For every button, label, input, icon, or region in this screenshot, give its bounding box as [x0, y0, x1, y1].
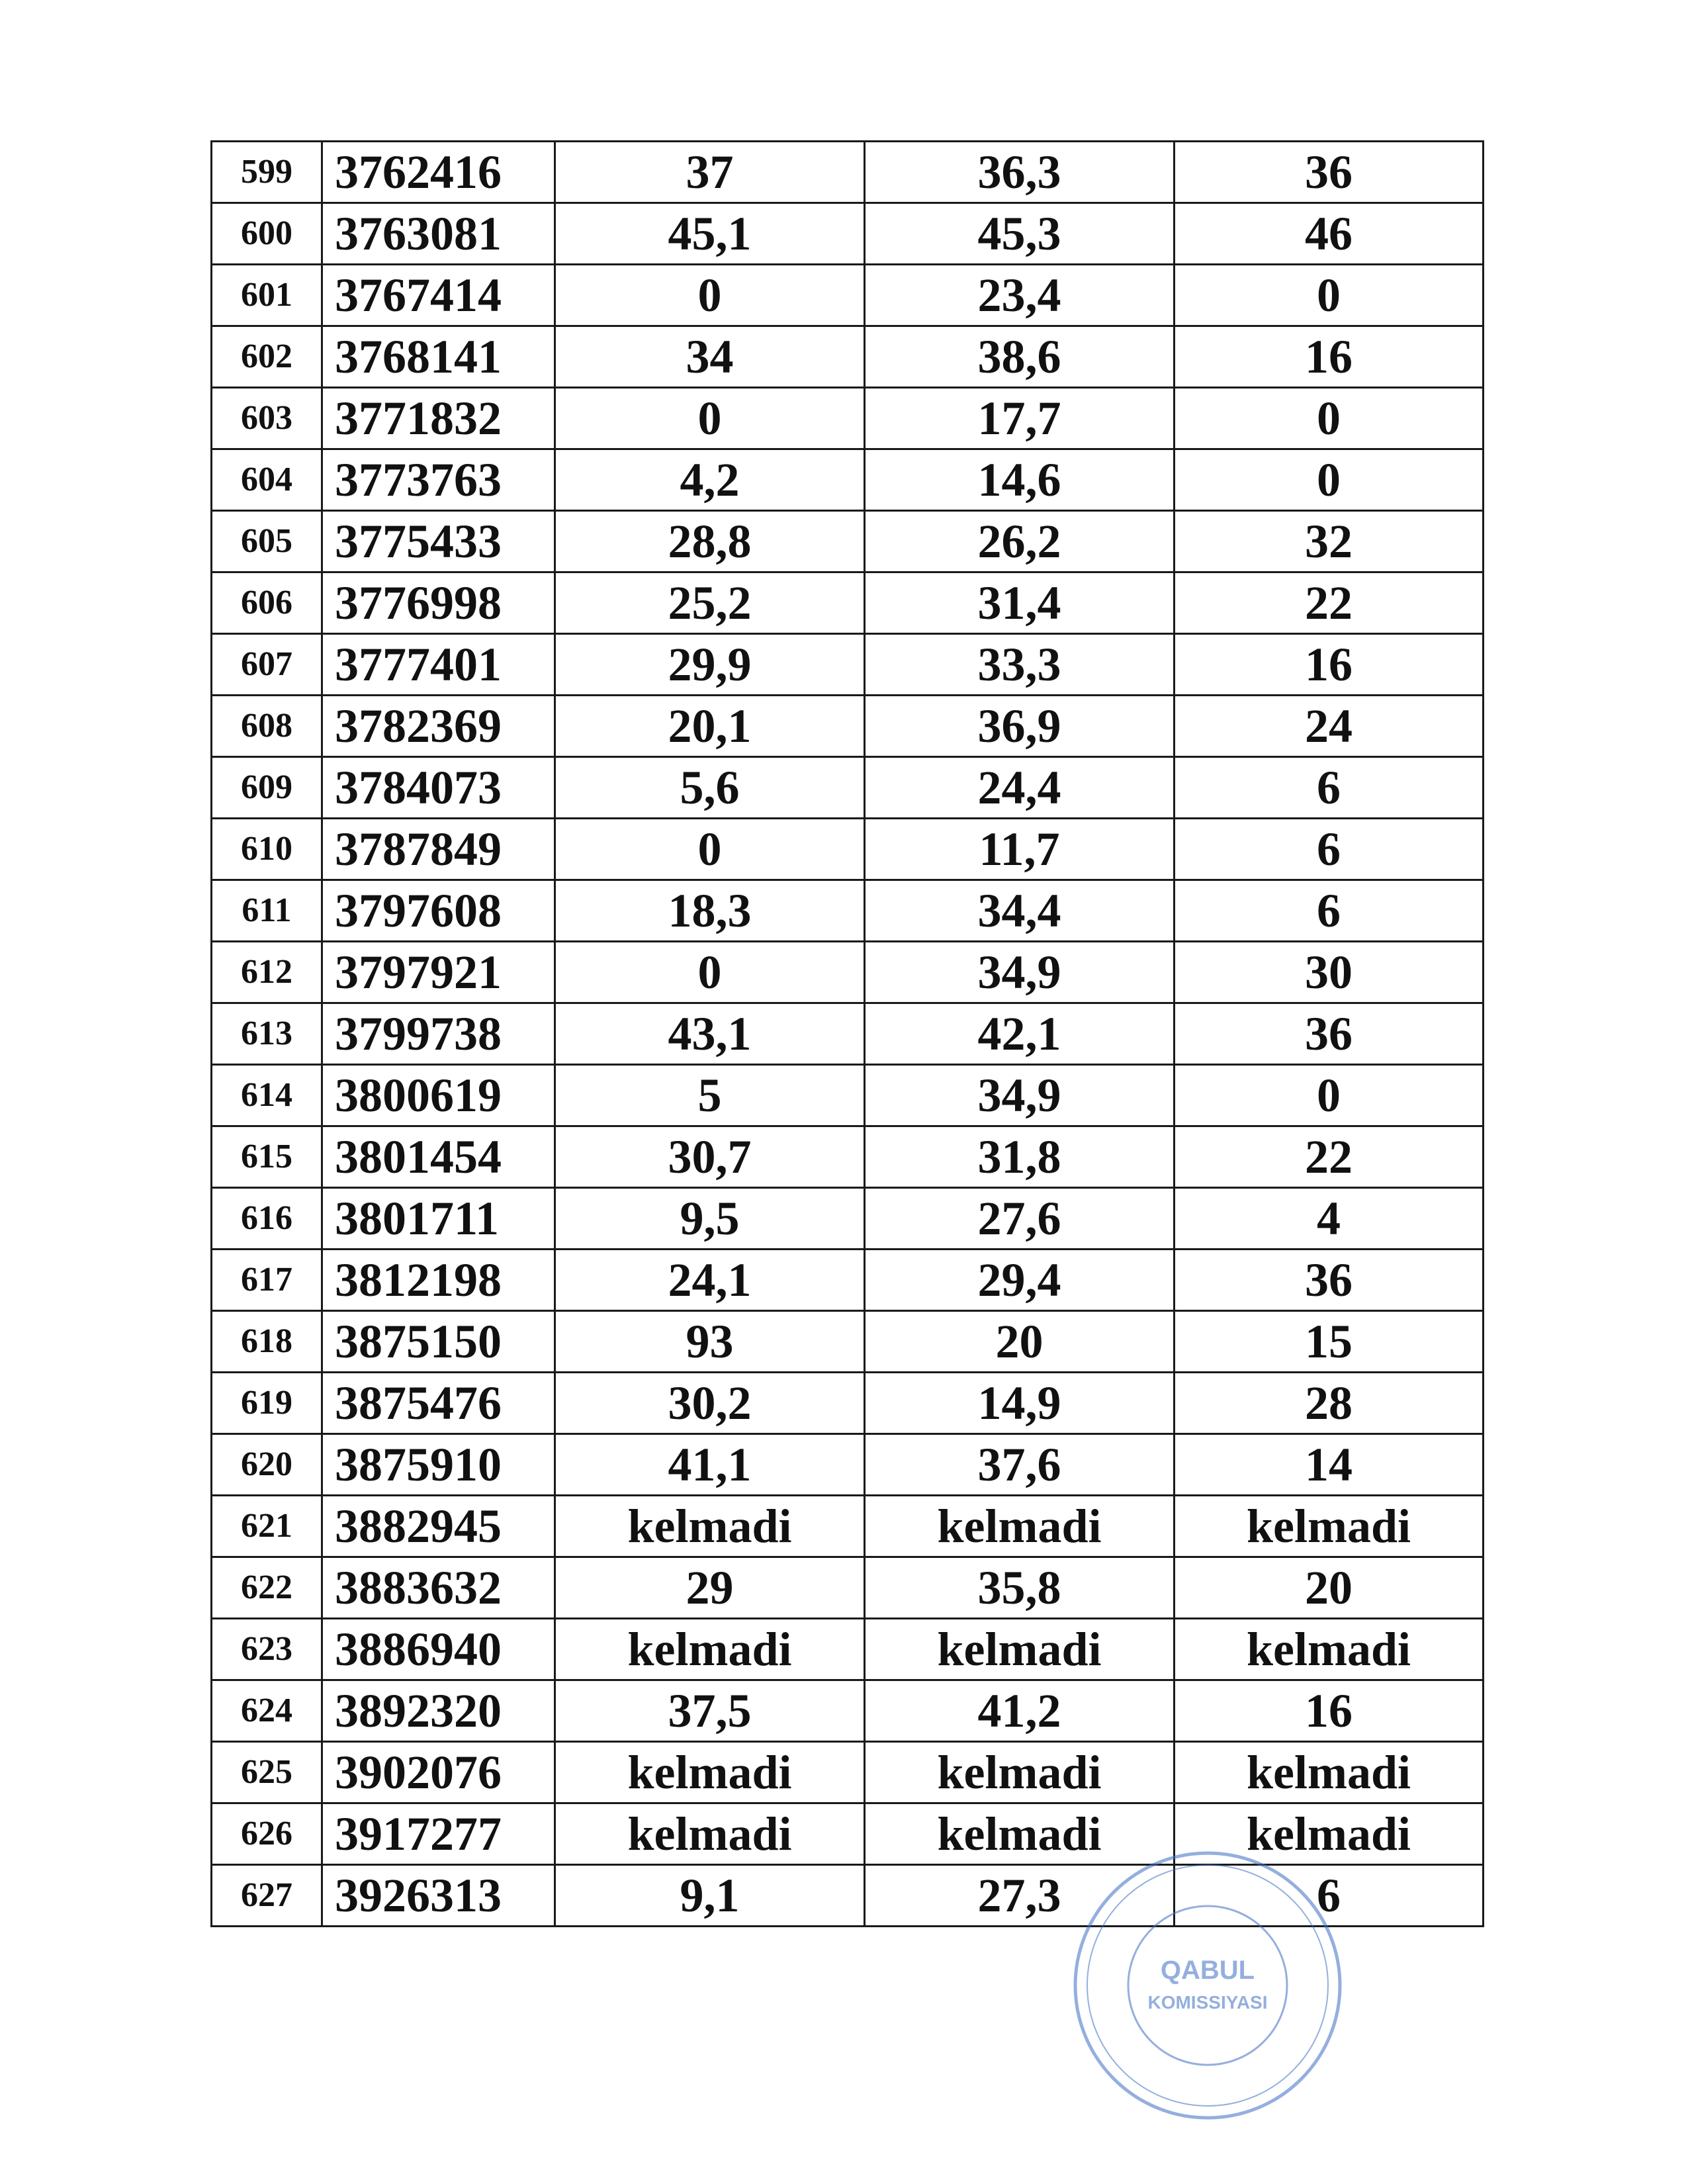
score-a-cell: 5: [555, 1065, 865, 1126]
row-number-cell: 611: [212, 880, 322, 942]
score-b-cell: 34,4: [865, 880, 1175, 942]
score-b-cell: 41,2: [865, 1680, 1175, 1742]
score-a-cell: 0: [555, 942, 865, 1003]
score-a-cell: 20,1: [555, 696, 865, 757]
row-number-cell: 606: [212, 572, 322, 634]
applicant-id-cell: 3799738: [322, 1003, 555, 1065]
applicant-id-cell: 3801711: [322, 1188, 555, 1250]
row-number-cell: 607: [212, 634, 322, 696]
table-row: [212, 1742, 1484, 1803]
score-b-cell: 35,8: [865, 1557, 1175, 1619]
score-b-cell: 34,9: [865, 942, 1175, 1003]
score-b-cell: kelmadi: [865, 1803, 1175, 1865]
score-b-cell: 37,6: [865, 1434, 1175, 1496]
table-row: [212, 1126, 1484, 1188]
applicant-id-cell: 3812198: [322, 1250, 555, 1311]
score-b-cell: 20: [865, 1311, 1175, 1373]
row-number-cell: 600: [212, 203, 322, 265]
applicant-id-cell: 3875150: [322, 1311, 555, 1373]
score-a-cell: 4,2: [555, 449, 865, 511]
score-b-cell: 31,8: [865, 1126, 1175, 1188]
score-c-cell: 28: [1175, 1373, 1484, 1434]
table-row: [212, 1003, 1484, 1065]
applicant-id-cell: 3886940: [322, 1619, 555, 1680]
applicant-id-cell: 3768141: [322, 326, 555, 388]
score-b-cell: 23,4: [865, 265, 1175, 326]
table-row: [212, 1065, 1484, 1126]
row-number-cell: 617: [212, 1250, 322, 1311]
score-a-cell: 5,6: [555, 757, 865, 819]
score-c-cell: 32: [1175, 511, 1484, 572]
table-row: [212, 388, 1484, 449]
row-number-cell: 622: [212, 1557, 322, 1619]
applicant-id-cell: 3902076: [322, 1742, 555, 1803]
applicant-id-cell: 3800619: [322, 1065, 555, 1126]
row-number-cell: 627: [212, 1865, 322, 1927]
table-row: [212, 880, 1484, 942]
score-b-cell: 26,2: [865, 511, 1175, 572]
score-c-cell: 36: [1175, 1003, 1484, 1065]
score-b-cell: 27,6: [865, 1188, 1175, 1250]
score-b-cell: 11,7: [865, 819, 1175, 880]
row-number-cell: 626: [212, 1803, 322, 1865]
score-c-cell: 36: [1175, 142, 1484, 203]
row-number-cell: 609: [212, 757, 322, 819]
score-b-cell: 34,9: [865, 1065, 1175, 1126]
score-b-cell: 45,3: [865, 203, 1175, 265]
official-stamp: [1069, 1846, 1347, 2124]
score-b-cell: 38,6: [865, 326, 1175, 388]
row-number-cell: 624: [212, 1680, 322, 1742]
table-row: [212, 1434, 1484, 1496]
score-a-cell: 29: [555, 1557, 865, 1619]
score-c-cell: kelmadi: [1175, 1496, 1484, 1557]
row-number-cell: 601: [212, 265, 322, 326]
row-number-cell: 623: [212, 1619, 322, 1680]
table-row: [212, 265, 1484, 326]
table-row: [212, 1496, 1484, 1557]
row-number-cell: 615: [212, 1126, 322, 1188]
applicant-id-cell: 3771832: [322, 388, 555, 449]
score-c-cell: 20: [1175, 1557, 1484, 1619]
row-number-cell: 603: [212, 388, 322, 449]
table-row: [212, 942, 1484, 1003]
score-c-cell: 30: [1175, 942, 1484, 1003]
table-row: [212, 1619, 1484, 1680]
score-a-cell: 18,3: [555, 880, 865, 942]
score-a-cell: 30,2: [555, 1373, 865, 1434]
score-a-cell: 41,1: [555, 1434, 865, 1496]
applicant-id-cell: 3883632: [322, 1557, 555, 1619]
applicant-id-cell: 3767414: [322, 265, 555, 326]
score-b-cell: 31,4: [865, 572, 1175, 634]
score-c-cell: 14: [1175, 1434, 1484, 1496]
table-row: [212, 511, 1484, 572]
score-a-cell: 9,5: [555, 1188, 865, 1250]
score-c-cell: 46: [1175, 203, 1484, 265]
row-number-cell: 613: [212, 1003, 322, 1065]
score-c-cell: kelmadi: [1175, 1803, 1484, 1865]
score-c-cell: 16: [1175, 326, 1484, 388]
applicant-id-cell: 3784073: [322, 757, 555, 819]
table-row: [212, 326, 1484, 388]
row-number-cell: 610: [212, 819, 322, 880]
table-row: [212, 142, 1484, 203]
applicant-id-cell: 3797608: [322, 880, 555, 942]
score-b-cell: 33,3: [865, 634, 1175, 696]
applicant-id-cell: 3875476: [322, 1373, 555, 1434]
score-c-cell: 6: [1175, 880, 1484, 942]
score-c-cell: 36: [1175, 1250, 1484, 1311]
table-body: [212, 142, 1484, 1927]
table-row: [212, 1311, 1484, 1373]
score-c-cell: 22: [1175, 1126, 1484, 1188]
score-b-cell: 36,9: [865, 696, 1175, 757]
score-b-cell: 14,9: [865, 1373, 1175, 1434]
table-row: [212, 1188, 1484, 1250]
row-number-cell: 604: [212, 449, 322, 511]
score-a-cell: 93: [555, 1311, 865, 1373]
score-c-cell: 15: [1175, 1311, 1484, 1373]
score-c-cell: 24: [1175, 696, 1484, 757]
score-a-cell: 25,2: [555, 572, 865, 634]
score-b-cell: 24,4: [865, 757, 1175, 819]
applicant-id-cell: 3776998: [322, 572, 555, 634]
score-a-cell: 45,1: [555, 203, 865, 265]
row-number-cell: 618: [212, 1311, 322, 1373]
applicant-id-cell: 3782369: [322, 696, 555, 757]
table-row: [212, 449, 1484, 511]
score-a-cell: 37: [555, 142, 865, 203]
table-row: [212, 1557, 1484, 1619]
score-a-cell: 28,8: [555, 511, 865, 572]
applicant-id-cell: 3917277: [322, 1803, 555, 1865]
applicant-id-cell: 3763081: [322, 203, 555, 265]
table-row: [212, 634, 1484, 696]
score-c-cell: 4: [1175, 1188, 1484, 1250]
applicant-id-cell: 3797921: [322, 942, 555, 1003]
score-c-cell: 6: [1175, 757, 1484, 819]
table-row: [212, 1250, 1484, 1311]
row-number-cell: 625: [212, 1742, 322, 1803]
row-number-cell: 612: [212, 942, 322, 1003]
row-number-cell: 620: [212, 1434, 322, 1496]
applicant-id-cell: 3892320: [322, 1680, 555, 1742]
applicant-id-cell: 3777401: [322, 634, 555, 696]
row-number-cell: 599: [212, 142, 322, 203]
stamp-center-text-2: KOMISSIYASI: [1147, 1992, 1268, 2013]
score-a-cell: 37,5: [555, 1680, 865, 1742]
score-b-cell: 36,3: [865, 142, 1175, 203]
stamp-center-text-1: QABUL: [1160, 1956, 1255, 1985]
table-row: [212, 572, 1484, 634]
score-c-cell: 0: [1175, 388, 1484, 449]
row-number-cell: 619: [212, 1373, 322, 1434]
table-row: [212, 1680, 1484, 1742]
table-row: [212, 696, 1484, 757]
applicant-id-cell: 3773763: [322, 449, 555, 511]
applicant-id-cell: 3775433: [322, 511, 555, 572]
score-a-cell: 29,9: [555, 634, 865, 696]
score-c-cell: 0: [1175, 265, 1484, 326]
score-c-cell: 22: [1175, 572, 1484, 634]
score-c-cell: 16: [1175, 1680, 1484, 1742]
score-a-cell: 30,7: [555, 1126, 865, 1188]
applicant-id-cell: 3926313: [322, 1865, 555, 1927]
row-number-cell: 608: [212, 696, 322, 757]
score-a-cell: 9,1: [555, 1865, 865, 1927]
score-c-cell: 16: [1175, 634, 1484, 696]
score-c-cell: 0: [1175, 449, 1484, 511]
score-a-cell: 0: [555, 388, 865, 449]
score-c-cell: 6: [1175, 1865, 1484, 1927]
table-row: [212, 1373, 1484, 1434]
score-a-cell: kelmadi: [555, 1496, 865, 1557]
score-a-cell: kelmadi: [555, 1742, 865, 1803]
applicant-id-cell: 3882945: [322, 1496, 555, 1557]
applicant-id-cell: 3787849: [322, 819, 555, 880]
table-row: [212, 203, 1484, 265]
table-row: [212, 757, 1484, 819]
score-a-cell: 0: [555, 819, 865, 880]
row-number-cell: 616: [212, 1188, 322, 1250]
score-a-cell: kelmadi: [555, 1803, 865, 1865]
score-b-cell: 17,7: [865, 388, 1175, 449]
score-b-cell: 27,3: [865, 1865, 1175, 1927]
score-c-cell: kelmadi: [1175, 1742, 1484, 1803]
score-a-cell: 43,1: [555, 1003, 865, 1065]
score-table: [210, 140, 1484, 1927]
score-b-cell: 42,1: [865, 1003, 1175, 1065]
table-row: [212, 819, 1484, 880]
applicant-id-cell: 3875910: [322, 1434, 555, 1496]
score-b-cell: kelmadi: [865, 1742, 1175, 1803]
score-a-cell: 34: [555, 326, 865, 388]
row-number-cell: 621: [212, 1496, 322, 1557]
score-a-cell: kelmadi: [555, 1619, 865, 1680]
row-number-cell: 602: [212, 326, 322, 388]
row-number-cell: 605: [212, 511, 322, 572]
score-b-cell: kelmadi: [865, 1496, 1175, 1557]
score-b-cell: kelmadi: [865, 1619, 1175, 1680]
score-a-cell: 24,1: [555, 1250, 865, 1311]
score-b-cell: 14,6: [865, 449, 1175, 511]
score-c-cell: 0: [1175, 1065, 1484, 1126]
score-c-cell: 6: [1175, 819, 1484, 880]
applicant-id-cell: 3762416: [322, 142, 555, 203]
score-b-cell: 29,4: [865, 1250, 1175, 1311]
score-c-cell: kelmadi: [1175, 1619, 1484, 1680]
applicant-id-cell: 3801454: [322, 1126, 555, 1188]
score-a-cell: 0: [555, 265, 865, 326]
row-number-cell: 614: [212, 1065, 322, 1126]
